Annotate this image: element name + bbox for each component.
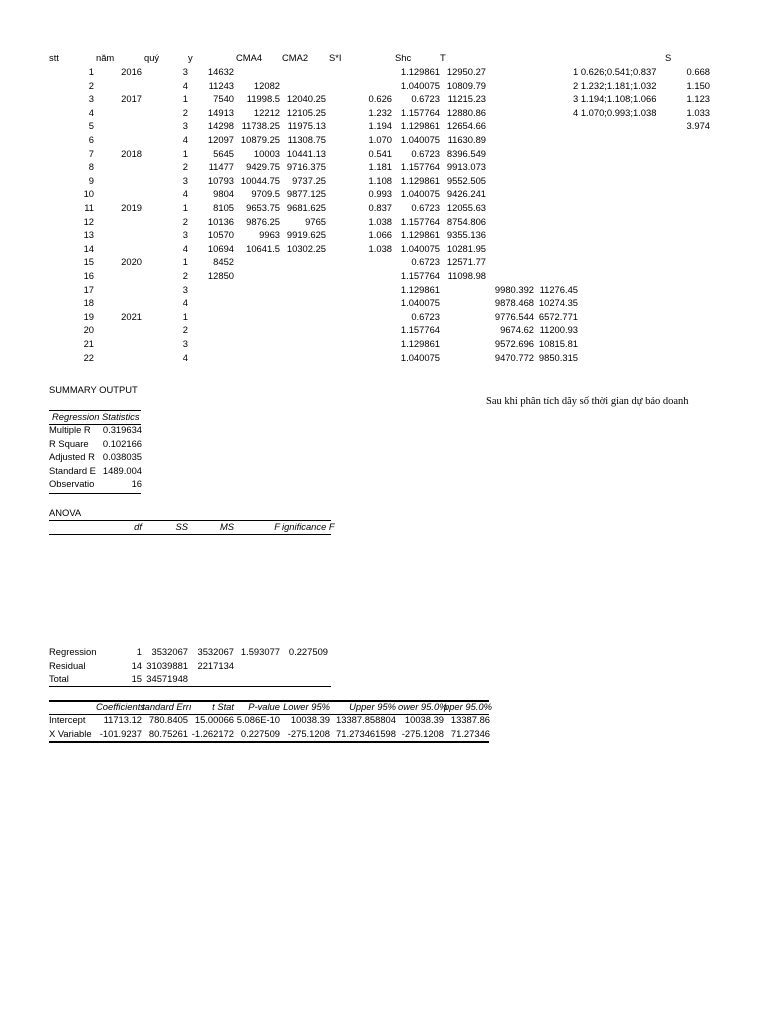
cell-quy: 3 [182, 338, 188, 349]
cell-t: 9355.136 [446, 229, 486, 241]
cell-t: 12654.66 [446, 120, 486, 132]
cell-y: 8105 [213, 202, 234, 213]
coef-header: P-value [248, 701, 280, 712]
cell-t: 9913.073 [446, 161, 486, 173]
reg-stat-label: Adjusted R [49, 451, 95, 463]
cell-stt: 3 [88, 93, 94, 105]
col-header-stt: stt [49, 52, 59, 63]
coef-cell: 780.8405 [148, 714, 188, 725]
anova-header: F [274, 521, 280, 532]
seasonal-label: 2 1.232;1.181;1.032 [573, 79, 657, 91]
cell-cma4: 9653.75 [246, 202, 280, 213]
cell-si: 1.066 [368, 229, 392, 241]
cell-cma2: 11975.13 [287, 120, 326, 132]
seasonal-value: 1.123 [686, 93, 710, 105]
cell-stt: 18 [83, 297, 94, 309]
cell-y: 14913 [207, 106, 234, 118]
cell-f2: 11200.93 [539, 324, 578, 336]
cell-quy: 4 [182, 351, 188, 363]
anova-cell-f: 1.593077 [240, 646, 280, 657]
cell-y: 12097 [207, 134, 234, 145]
cell-quy: 3 [182, 120, 188, 132]
reg-stats-bottom-rule [49, 493, 141, 494]
cell-f2: 6572.771 [538, 310, 578, 322]
cell-cma2: 12040.25 [286, 93, 326, 105]
cell-y: 8452 [213, 256, 234, 268]
cell-quy: 4 [182, 188, 188, 200]
cell-y: 11477 [208, 161, 234, 173]
cell-stt: 15 [83, 256, 94, 268]
cell-shc: 1.040075 [400, 242, 440, 254]
coef-row-label: Intercept [49, 714, 86, 725]
cell-f1: 9674.62 [500, 324, 534, 336]
cell-y: 10570 [207, 229, 234, 241]
cell-cma2: 12105.25 [286, 106, 326, 118]
anova-row-label: Regression [49, 646, 97, 657]
cell-shc: 0.6723 [411, 93, 440, 105]
seasonal-value: 1.150 [686, 79, 710, 91]
reg-stat-value: 0.319634 [102, 424, 142, 435]
reg-stats-title: Regression Statistics [52, 411, 140, 422]
cell-shc: 1.129861 [400, 120, 440, 132]
anova-cell-df: 15 [131, 673, 142, 685]
cell-si: 1.108 [368, 174, 392, 186]
cell-quy: 2 [182, 270, 188, 281]
cell-y: 10793 [207, 174, 234, 186]
cell-y: 7540 [213, 93, 234, 105]
reg-stat-value: 0.038035 [102, 451, 142, 463]
cell-si: 0.541 [368, 147, 392, 159]
cell-quy: 4 [182, 242, 188, 254]
cell-t: 11098.98 [447, 270, 486, 281]
cell-shc: 1.129861 [400, 66, 440, 77]
cell-si: 0.993 [368, 188, 392, 200]
cell-si: 1.070 [368, 134, 392, 145]
cell-shc: 0.6723 [411, 310, 440, 322]
cell-shc: 1.129861 [400, 174, 440, 186]
cell-stt: 10 [83, 188, 94, 200]
cell-shc: 0.6723 [411, 202, 440, 213]
cell-nam: 2021 [121, 310, 142, 322]
cell-y: 14298 [207, 120, 234, 132]
cell-t: 12880.86 [446, 106, 486, 118]
cell-si: 0.626 [368, 93, 392, 105]
cell-cma2: 9919.625 [286, 229, 326, 241]
col-header-y: y [188, 52, 193, 63]
cell-y: 10694 [207, 242, 234, 254]
cell-t: 8754.806 [446, 215, 486, 227]
cell-stt: 13 [83, 229, 94, 241]
summary-title: SUMMARY OUTPUT [49, 384, 138, 395]
reg-stat-label: R Square [49, 437, 89, 449]
cell-stt: 22 [83, 351, 94, 363]
coef-cell: 80.75261 [148, 727, 188, 739]
cell-stt: 19 [83, 310, 94, 322]
cell-nam: 2020 [121, 256, 142, 268]
cell-quy: 3 [182, 174, 188, 186]
cell-stt: 9 [88, 174, 94, 186]
anova-header: MS [219, 521, 234, 532]
cell-shc: 1.157764 [400, 270, 440, 281]
coef-cell: 0.227509 [240, 727, 280, 739]
cell-stt: 7 [88, 147, 94, 159]
cell-stt: 8 [88, 161, 94, 173]
coef-cell: 71.273461598 [336, 727, 396, 739]
coef-cell: 13387.858804 [336, 714, 396, 725]
coef-header: ower 95.0% [398, 701, 448, 712]
cell-y: 5645 [213, 147, 234, 159]
col-header-si: S*I [329, 52, 342, 63]
cell-cma2: 9681.625 [286, 202, 326, 213]
cell-f1: 9776.544 [494, 310, 534, 322]
cell-cma4: 12082 [253, 79, 280, 91]
anova-cell-ms: 2217134 [197, 659, 234, 671]
cell-cma2: 9765 [305, 215, 326, 227]
cell-t: 12950.27 [446, 66, 486, 77]
cell-t: 11215.23 [447, 93, 486, 105]
cell-stt: 21 [83, 338, 94, 349]
cell-cma2: 9877.125 [286, 188, 326, 200]
seasonal-value: 3.974 [686, 120, 710, 132]
cell-shc: 1.129861 [400, 229, 440, 241]
coef-row-label: X Variable [49, 727, 92, 739]
cell-shc: 1.157764 [400, 161, 440, 173]
cell-stt: 14 [83, 242, 94, 254]
cell-y: 12850 [207, 270, 234, 281]
cell-stt: 2 [88, 79, 94, 91]
cell-quy: 1 [182, 202, 188, 213]
coef-cell: -275.1208 [401, 727, 444, 739]
cell-t: 11630.89 [447, 134, 486, 145]
cell-nam: 2017 [121, 93, 142, 105]
reg-stat-label: Observatio [49, 478, 95, 490]
cell-f1: 9572.696 [494, 338, 534, 349]
anova-cell-ss: 34571948 [146, 673, 188, 685]
cell-stt: 1 [88, 66, 94, 77]
cell-quy: 2 [182, 161, 188, 173]
cell-f1: 9980.392 [494, 283, 534, 295]
col-header-cma4: CMA4 [236, 52, 263, 63]
coef-cell: 11713.12 [103, 714, 142, 725]
cell-quy: 1 [182, 147, 188, 159]
cell-shc: 1.040075 [400, 297, 440, 309]
anova-cell-ss: 3532067 [151, 646, 188, 657]
cell-quy: 1 [182, 93, 188, 105]
anova-cell-df: 14 [131, 659, 142, 671]
cell-stt: 11 [84, 202, 94, 213]
reg-stat-value: 0.102166 [102, 437, 142, 449]
cell-stt: 12 [83, 215, 94, 227]
forecast-note: Sau khi phân tích dãy số thời gian dự báo doanh [486, 396, 689, 407]
cell-y: 10136 [207, 215, 234, 227]
cell-shc: 1.040075 [400, 79, 440, 91]
cell-cma2: 10441.13 [286, 147, 326, 159]
cell-stt: 20 [83, 324, 94, 336]
seasonal-value: 1.033 [686, 106, 710, 118]
col-header-nam: năm [96, 52, 115, 63]
cell-t: 8396.549 [446, 147, 486, 159]
cell-cma2: 11308.75 [287, 134, 326, 145]
cell-quy: 2 [182, 324, 188, 336]
cell-quy: 4 [182, 134, 188, 145]
cell-shc: 1.157764 [400, 215, 440, 227]
cell-shc: 1.157764 [400, 106, 440, 118]
coef-header: Upper 95% [349, 701, 396, 712]
cell-nam: 2016 [121, 66, 142, 77]
cell-f2: 9850.315 [538, 351, 578, 363]
coef-cell: 5.086E-10 [236, 714, 280, 725]
reg-stat-label: Multiple R [49, 424, 91, 435]
cell-f2: 10274.35 [538, 297, 578, 309]
col-header-t: T [440, 52, 446, 63]
cell-cma4: 9429.75 [246, 161, 280, 173]
seasonal-label: 3 1.194;1.108;1.066 [573, 93, 657, 105]
cell-quy: 4 [182, 79, 188, 91]
cell-cma4: 10879.25 [240, 134, 280, 145]
cell-shc: 1.129861 [400, 338, 440, 349]
col-header-s: S [665, 52, 672, 63]
coef-cell: -101.9237 [99, 727, 142, 739]
cell-si: 1.181 [368, 161, 392, 173]
cell-si: 1.038 [368, 242, 392, 254]
seasonal-value: 0.668 [686, 66, 710, 77]
col-header-shc: Shc [395, 52, 412, 63]
cell-cma4: 10641.5 [246, 242, 280, 254]
seasonal-label: 1 0.626;0.541;0.837 [573, 66, 657, 77]
anova-cell-sig: 0.227509 [288, 646, 328, 657]
cell-stt: 17 [83, 283, 94, 295]
cell-quy: 2 [182, 215, 188, 227]
cell-y: 14632 [207, 66, 234, 77]
anova-header: ignificance F [282, 521, 335, 532]
cell-t: 9552.505 [446, 174, 486, 186]
cell-quy: 4 [182, 297, 188, 309]
cell-t: 10809.79 [446, 79, 486, 91]
cell-stt: 5 [88, 120, 94, 132]
cell-shc: 1.040075 [400, 188, 440, 200]
anova-row-label: Total [49, 673, 69, 685]
cell-shc: 0.6723 [411, 256, 440, 268]
anova-bottom-rule [49, 686, 331, 687]
cell-stt: 4 [88, 106, 94, 118]
anova-header: df [134, 521, 142, 532]
cell-cma4: 9963 [259, 229, 280, 241]
cell-y: 9804 [213, 188, 234, 200]
cell-t: 10281.95 [446, 242, 486, 254]
cell-stt: 6 [88, 134, 94, 145]
cell-cma4: 11738.25 [241, 120, 280, 132]
coef-header: tandard Errı [142, 701, 192, 712]
coef-header: pper 95.0% [444, 701, 492, 712]
cell-nam: 2018 [121, 147, 142, 159]
coef-cell: 71.27346 [450, 727, 490, 739]
anova-cell-ms: 3532067 [197, 646, 234, 657]
cell-stt: 16 [83, 270, 94, 281]
cell-f2: 11276.45 [539, 283, 578, 295]
cell-cma4: 10003 [253, 147, 280, 159]
coef-cell: -1.262172 [191, 727, 234, 739]
cell-si: 1.194 [368, 120, 392, 132]
cell-shc: 1.040075 [400, 351, 440, 363]
cell-nam: 2019 [121, 202, 142, 213]
anova-header: SS [175, 521, 188, 532]
coef-header: t Stat [212, 701, 234, 712]
reg-stat-label: Standard E [49, 464, 96, 476]
cell-cma4: 9709.5 [251, 188, 280, 200]
coef-cell: 13387.86 [450, 714, 490, 725]
cell-y: 11243 [208, 79, 234, 91]
cell-cma2: 9716.375 [286, 161, 326, 173]
cell-si: 1.232 [368, 106, 392, 118]
coef-cell: -275.1208 [287, 727, 330, 739]
cell-quy: 1 [182, 310, 188, 322]
cell-cma4: 11998.5 [246, 93, 280, 105]
anova-row-label: Residual [49, 659, 86, 671]
coef-header: Coefficients [96, 701, 145, 712]
cell-quy: 1 [182, 256, 188, 268]
cell-shc: 0.6723 [411, 147, 440, 159]
cell-shc: 1.157764 [400, 324, 440, 336]
reg-stat-value: 1489.004 [102, 464, 142, 476]
cell-t: 12055.63 [446, 202, 486, 213]
anova-title: ANOVA [49, 507, 82, 518]
cell-cma4: 12212 [253, 106, 280, 118]
reg-stat-value: 16 [131, 478, 142, 490]
seasonal-label: 4 1.070;0.993;1.038 [573, 106, 657, 118]
cell-t: 12571.77 [446, 256, 486, 268]
cell-quy: 3 [182, 283, 188, 295]
coef-bottom-rule [49, 741, 489, 743]
cell-cma4: 9876.25 [246, 215, 280, 227]
col-header-quy: quý [144, 52, 160, 63]
coef-cell: 10038.39 [290, 714, 330, 725]
cell-f1: 9470.772 [494, 351, 534, 363]
anova-cell-df: 1 [136, 646, 142, 657]
cell-f2: 10815.81 [538, 338, 578, 349]
cell-shc: 1.040075 [400, 134, 440, 145]
anova-header-rule [49, 534, 331, 535]
cell-quy: 2 [182, 106, 188, 118]
coef-cell: 15.00066 [194, 714, 234, 725]
coef-header: Lower 95% [283, 701, 330, 712]
cell-cma2: 10302.25 [286, 242, 326, 254]
col-header-cma2: CMA2 [282, 52, 309, 63]
cell-cma2: 9737.25 [292, 174, 326, 186]
coef-cell: 10038.39 [404, 714, 444, 725]
cell-shc: 1.129861 [400, 283, 440, 295]
cell-cma4: 10044.75 [240, 174, 280, 186]
cell-si: 1.038 [368, 215, 392, 227]
cell-si: 0.837 [368, 202, 392, 213]
cell-quy: 3 [182, 229, 188, 241]
cell-t: 9426.241 [446, 188, 486, 200]
anova-cell-ss: 31039881 [146, 659, 188, 671]
cell-f1: 9878.468 [494, 297, 534, 309]
cell-quy: 3 [182, 66, 188, 77]
